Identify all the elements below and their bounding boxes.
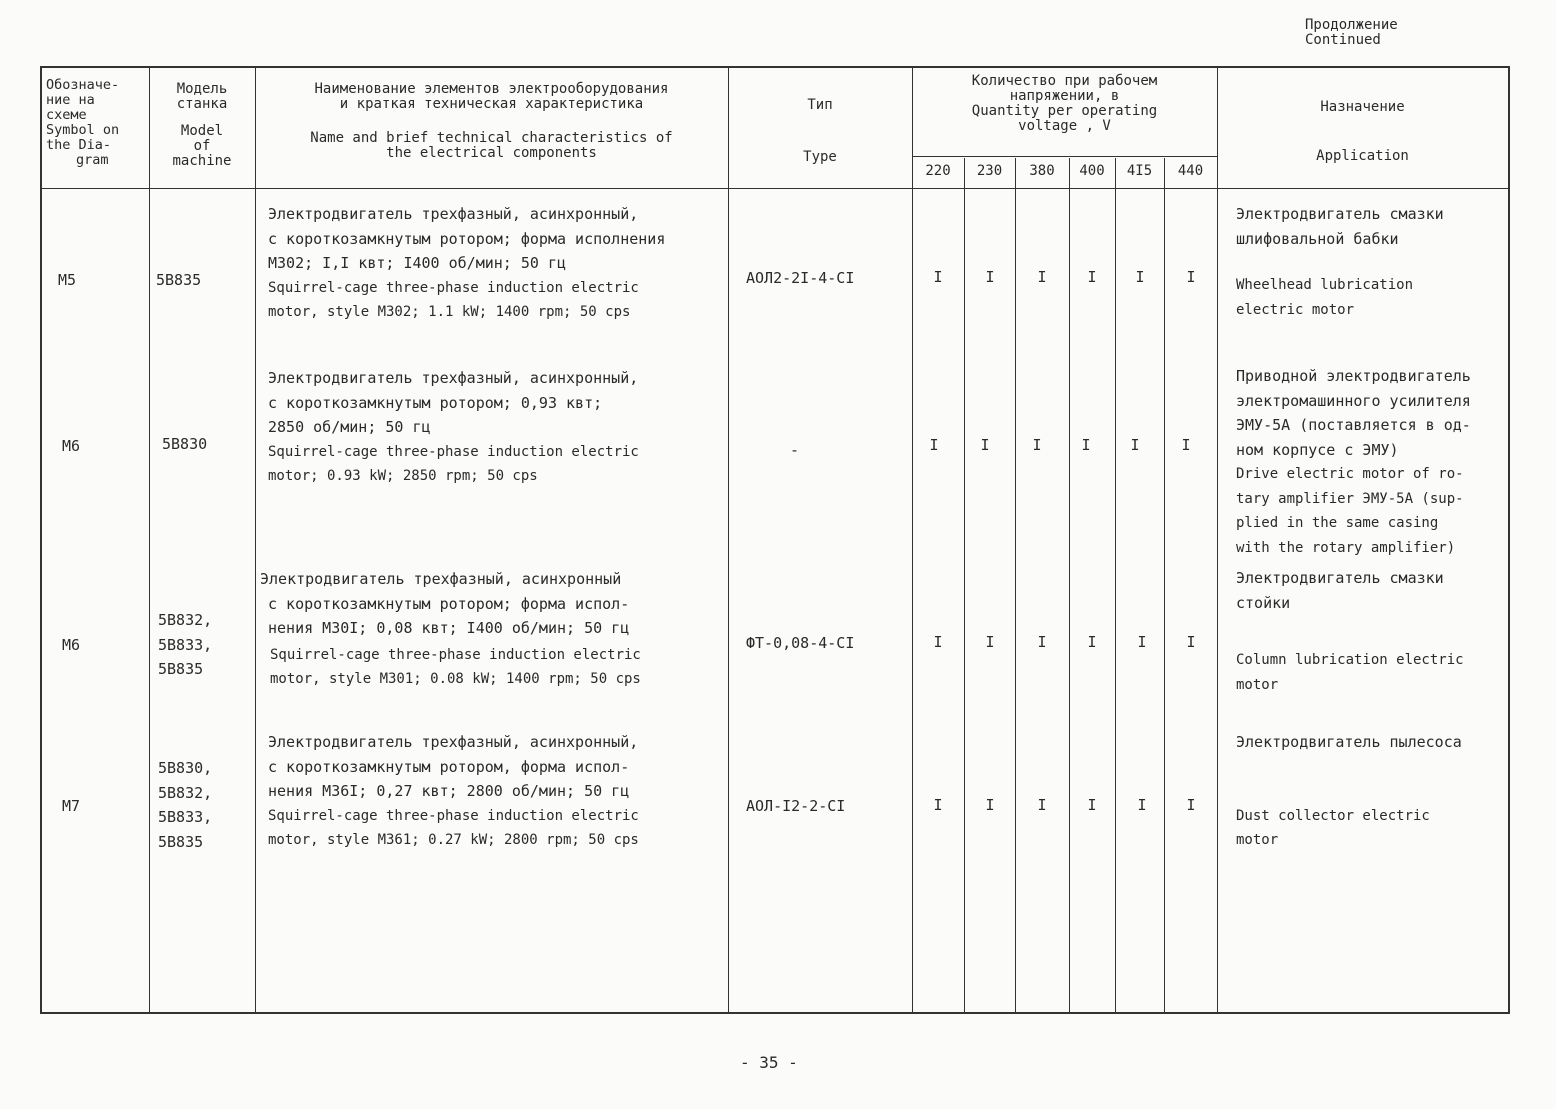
row2-qty-220: I xyxy=(929,436,939,454)
col-line xyxy=(1115,158,1116,1012)
header-voltage-220: 220 xyxy=(925,163,951,179)
row4-app-ru: Электродвигатель пылесоса xyxy=(1236,733,1462,751)
row4-app-en: motor xyxy=(1236,832,1279,848)
header-name-ru: и краткая техническая характеристика xyxy=(339,96,644,112)
row2-qty-380: I xyxy=(1032,436,1042,454)
row4-name-en: Squirrel-cage three-phase induction electric xyxy=(268,807,639,824)
row4-name-ru: нения M36I; 0,27 квт; 2800 об/мин; 50 гц xyxy=(268,782,630,800)
header-name-ru: Наименование элементов электрооборудования xyxy=(314,81,669,97)
header-symbol-en: Symbol on xyxy=(46,122,120,138)
row3-qty-440: I xyxy=(1186,633,1196,651)
row2-name-en: Squirrel-cage three-phase induction electric xyxy=(268,443,639,460)
row1-name-en: motor, style M302; 1.1 kW; 1400 rpm; 50 cps xyxy=(268,304,631,320)
row1-name-ru: M302; I,I квт; I400 об/мин; 50 гц xyxy=(268,254,567,272)
row2-app-ru: ЭМУ-5А (поставляется в од- xyxy=(1236,416,1471,434)
row4-model-item: 5B835 xyxy=(158,832,204,851)
header-model-ru: станка xyxy=(176,96,228,112)
row1-app-en: electric motor xyxy=(1236,301,1355,318)
header-application-ru: Назначение xyxy=(1320,99,1405,115)
header-model-en: of xyxy=(193,138,211,154)
row3-model-item: 5B833, xyxy=(158,635,213,654)
row4-model xyxy=(158,756,212,854)
row4-name-ru: с короткозамкнутым ротором, форма испол- xyxy=(268,757,630,776)
row2-model: 5B830 xyxy=(162,435,208,453)
row1-name-en: Squirrel-cage three-phase induction electric xyxy=(268,279,639,296)
row4-model-item: 5B833, xyxy=(158,808,213,826)
row4-qty-230: I xyxy=(985,796,995,814)
row1-qty-380: I xyxy=(1037,268,1047,286)
row3-qty-230: I xyxy=(985,633,995,651)
row3-name-ru: с короткозамкнутым ротором; форма испол- xyxy=(268,594,630,613)
row1-type: АОЛ2-2I-4-CI xyxy=(746,269,855,287)
row4-qty-220: I xyxy=(933,796,943,814)
row3-app-ru: Электродвигатель смазки xyxy=(1236,569,1444,587)
row3-qty-400: I xyxy=(1087,633,1097,651)
header-model-en: machine xyxy=(172,153,232,169)
row2-application xyxy=(1236,364,1471,560)
col-line xyxy=(255,68,256,1012)
row3-qty-415: I xyxy=(1137,633,1147,651)
row1-qty-415: I xyxy=(1135,268,1145,286)
header-model-en: Model xyxy=(180,123,224,139)
header-name xyxy=(255,82,728,161)
header-symbol-en: the Dia- xyxy=(46,137,112,153)
row2-app-en: Drive electric motor of ro- xyxy=(1236,466,1464,482)
row4-name-ru: Электродвигатель трехфазный, асинхронный, xyxy=(268,733,639,751)
row2-name-en: motor; 0.93 kW; 2850 rpm; 50 cps xyxy=(268,468,538,484)
header-symbol-en: gram xyxy=(76,152,109,168)
header-type-ru: Тип xyxy=(807,97,833,113)
row3-application xyxy=(1236,566,1464,697)
row1-qty-440: I xyxy=(1186,268,1196,286)
row1-qty-230: I xyxy=(985,268,995,286)
row1-qty-400: I xyxy=(1087,268,1097,286)
row2-name-ru: Электродвигатель трехфазный, асинхронный, xyxy=(268,369,639,387)
page-number: - 35 - xyxy=(740,1053,798,1072)
row3-app-en: motor xyxy=(1236,676,1279,693)
header-quantity xyxy=(912,74,1217,134)
header-application-en: Application xyxy=(1316,148,1409,164)
row3-name-ru: Электродвигатель трехфазный, асинхронный xyxy=(260,570,622,588)
header-symbol-ru: Обозначе- xyxy=(46,77,120,93)
col-line xyxy=(964,158,965,1012)
row3-name-en: Squirrel-cage three-phase induction electric xyxy=(270,646,641,663)
row2-qty-230: I xyxy=(980,436,990,454)
row2-name-ru: с короткозамкнутым ротором; 0,93 квт; xyxy=(268,393,603,412)
row4-model-item: 5B832, xyxy=(158,783,213,802)
col-line xyxy=(149,68,150,1012)
header-symbol-ru: ние на xyxy=(46,92,95,108)
continued-label xyxy=(1305,18,1398,48)
row1-name xyxy=(268,202,665,325)
row4-name-en: motor, style M361; 0.27 kW; 2800 rpm; 50 cps xyxy=(268,832,639,848)
row1-name-ru: Электродвигатель трехфазный, асинхронный, xyxy=(268,205,639,223)
row2-symbol: M6 xyxy=(62,437,81,455)
header-quantity-ru: напряжении, в xyxy=(1009,88,1120,104)
col-line xyxy=(728,68,729,1012)
row1-symbol: M5 xyxy=(58,271,77,289)
row3-type: ФТ-0,08-4-CI xyxy=(746,634,855,652)
row1-app-ru: Электродвигатель смазки xyxy=(1236,205,1444,223)
header-quantity-en: Quantity per operating xyxy=(971,103,1158,119)
header-type xyxy=(728,98,912,165)
row2-qty-440: I xyxy=(1181,436,1191,454)
header-model-ru: Модель xyxy=(176,81,228,97)
header-model xyxy=(149,82,255,169)
row2-name-ru: 2850 об/мин; 50 гц xyxy=(268,418,431,436)
header-voltage-440: 440 xyxy=(1177,163,1204,179)
row3-name-ru: нения M30I; 0,08 квт; I400 об/мин; 50 гц xyxy=(268,619,630,637)
row2-app-ru: Приводной электродвигатель xyxy=(1236,367,1471,385)
row4-qty-400: I xyxy=(1087,796,1097,814)
continued-ru: Продолжение xyxy=(1305,17,1398,33)
row2-app-en: with the rotary amplifier) xyxy=(1236,539,1456,556)
header-type-en: Type xyxy=(803,149,837,165)
header-quantity-en: voltage , V xyxy=(1018,118,1111,134)
row1-app-en: Wheelhead lubrication xyxy=(1236,277,1414,293)
row2-name xyxy=(268,366,639,489)
row3-name xyxy=(260,567,641,692)
row4-model-item: 5B830, xyxy=(158,759,213,777)
row1-model: 5B835 xyxy=(156,271,202,289)
col-line xyxy=(1217,68,1218,1012)
row3-name-en: motor, style M301; 0.08 kW; 1400 rpm; 50 cps xyxy=(270,671,641,687)
row1-application xyxy=(1236,202,1444,322)
header-symbol-ru: схеме xyxy=(46,107,87,123)
row4-name xyxy=(268,730,639,853)
quantity-subheader-divider xyxy=(912,156,1217,157)
row3-model xyxy=(158,608,212,682)
col-line xyxy=(912,68,913,1012)
row4-qty-415: I xyxy=(1137,796,1147,814)
col-line xyxy=(1069,158,1070,1012)
row4-symbol: M7 xyxy=(62,797,81,815)
row3-qty-380: I xyxy=(1037,633,1047,651)
row3-app-ru: стойки xyxy=(1236,593,1291,612)
header-voltage-400: 400 xyxy=(1079,163,1105,179)
header-name-en: the electrical components xyxy=(386,145,597,161)
row3-model-item: 5B835 xyxy=(158,660,204,678)
row2-type: - xyxy=(790,441,800,459)
row1-app-ru: шлифовальной бабки xyxy=(1236,229,1399,248)
row2-qty-400: I xyxy=(1081,436,1091,454)
header-voltage-380: 380 xyxy=(1029,163,1055,179)
row4-qty-380: I xyxy=(1037,796,1047,814)
col-line xyxy=(1015,158,1016,1012)
header-name-en: Name and brief technical characteristics of xyxy=(310,130,673,146)
row2-qty-415: I xyxy=(1130,436,1140,454)
row2-app-en: plied in the same casing xyxy=(1236,515,1439,531)
header-quantity-ru: Количество при рабочем xyxy=(971,73,1158,89)
row3-qty-220: I xyxy=(933,633,943,651)
row4-app-en: Dust collector electric xyxy=(1236,807,1430,824)
row4-type: АОЛ-I2-2-CI xyxy=(746,797,846,815)
row4-application xyxy=(1236,730,1462,853)
header-voltage-415: 4I5 xyxy=(1126,163,1153,179)
row2-app-ru: электромашинного усилителя xyxy=(1236,391,1471,410)
header-symbol xyxy=(46,78,146,168)
header-divider xyxy=(42,188,1508,189)
row3-symbol: M6 xyxy=(62,636,81,654)
header-application xyxy=(1217,100,1508,164)
row4-qty-440: I xyxy=(1186,796,1196,814)
row1-qty-220: I xyxy=(933,268,943,286)
components-table xyxy=(40,66,1510,1014)
row2-app-en: tary amplifier ЭМУ-5А (sup- xyxy=(1236,490,1464,507)
row1-name-ru: с короткозамкнутым ротором; форма исполнения xyxy=(268,229,666,248)
header-voltage-230: 230 xyxy=(976,163,1003,179)
row2-app-ru: ном корпусе с ЭМУ) xyxy=(1236,440,1399,459)
col-line xyxy=(1164,158,1165,1012)
continued-en: Continued xyxy=(1305,32,1381,48)
row3-model-item: 5B832, xyxy=(158,611,213,629)
row3-app-en: Column lubrication electric xyxy=(1236,652,1464,668)
